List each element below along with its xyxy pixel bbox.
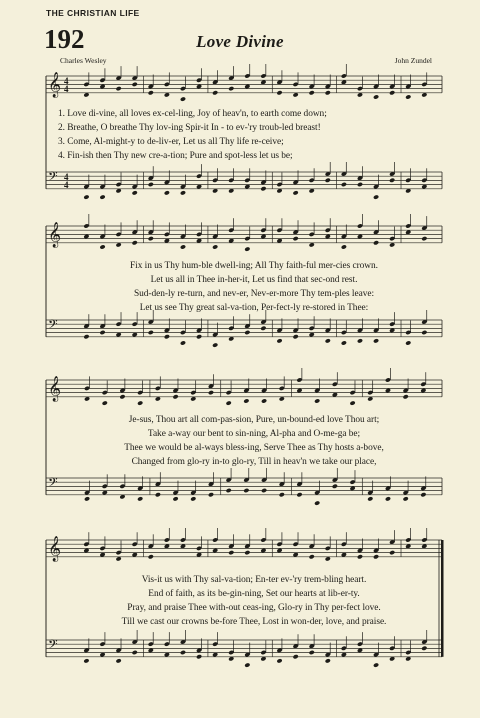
lyric-line: Changed from glo-ry in-to glo-ry, Till in heav'n we take our place,: [131, 457, 377, 467]
note-head: [180, 650, 186, 655]
note-head: [421, 330, 427, 335]
lyric-line: Let us all in Thee in-her-it, Let us find that sec-ond rest.: [150, 275, 358, 285]
lyric-line: 1. Love di-vine, all loves ex-cel-ling, Joy of heav'n, to earth come down;: [58, 109, 327, 119]
treble-clef-icon: 𝄞: [48, 536, 62, 562]
note-head: [325, 90, 331, 95]
note-head: [276, 658, 282, 663]
note-head: [116, 658, 122, 663]
lyric-line: Fix in us Thy hum-ble dwell-ing; All Thy faith-ful mer-cies crown.: [130, 261, 378, 271]
note-head: [148, 90, 154, 95]
note-head: [164, 190, 170, 195]
note-head: [212, 90, 218, 95]
lyric-line: Till we cast our crowns be-fore Thee, Lost in won-der, love, and praise.: [121, 617, 387, 627]
note-head: [196, 334, 202, 339]
note-head: [276, 90, 282, 95]
note-head: [421, 236, 427, 241]
note-head: [208, 390, 214, 395]
note-head: [296, 492, 302, 497]
section-header: THE CHRISTIAN LIFE: [46, 8, 140, 18]
bass-clef-icon: 𝄢: [48, 169, 58, 187]
note-head: [99, 330, 105, 335]
note-head: [244, 550, 250, 555]
note-head: [228, 550, 234, 555]
composer-credit: John Zundel: [394, 56, 432, 65]
note-head: [83, 334, 89, 339]
note-head: [172, 394, 178, 399]
note-head: [132, 650, 138, 655]
treble-clef-icon: 𝄞: [48, 376, 62, 402]
note-head: [180, 190, 186, 195]
note-head: [405, 340, 411, 345]
note-head: [260, 186, 266, 191]
note-head: [341, 340, 347, 345]
note-head: [373, 240, 379, 245]
note-head: [148, 182, 154, 187]
note-head: [244, 662, 250, 667]
note-head: [83, 658, 89, 663]
note-head: [132, 240, 138, 245]
note-head: [132, 82, 138, 87]
note-head: [314, 398, 320, 403]
note-head: [99, 194, 105, 199]
note-head: [325, 338, 331, 343]
lyric-line: Take a-way our bent to sin-ning, Al-pha and O-me-ga be;: [147, 429, 361, 439]
lyric-line: Thee we would be al-ways bless-ing, Serve Thee as Thy hosts a-bove,: [124, 443, 384, 453]
note-head: [148, 554, 154, 559]
note-head: [196, 654, 202, 659]
bass-clef-icon: 𝄢: [48, 637, 58, 655]
note-head: [190, 496, 196, 501]
note-head: [373, 554, 379, 559]
note-head: [421, 646, 427, 651]
note-head: [373, 94, 379, 99]
note-head: [180, 96, 186, 101]
note-head: [148, 330, 154, 335]
note-head: [84, 496, 90, 501]
bass-clef-icon: 𝄢: [48, 475, 58, 493]
note-head: [385, 496, 391, 501]
treble-clef-icon: 𝄞: [48, 72, 62, 98]
note-head: [293, 654, 299, 659]
note-head: [367, 496, 373, 501]
note-head: [389, 550, 395, 555]
note-head: [309, 90, 315, 95]
note-head: [244, 246, 250, 251]
note-head: [99, 244, 105, 249]
note-head: [341, 182, 347, 187]
note-head: [155, 492, 161, 497]
note-head: [293, 190, 299, 195]
time-signature: 4: [64, 180, 69, 190]
hymn-number: 192: [44, 24, 85, 54]
time-signature: 4: [64, 76, 69, 86]
note-head: [403, 496, 409, 501]
lyric-line: Vis-it us with Thy sal-va-tion; En-ter ev-'ry trem-bling heart.: [141, 575, 367, 585]
note-head: [420, 492, 426, 497]
note-head: [261, 488, 267, 493]
note-head: [243, 398, 249, 403]
note-head: [212, 244, 218, 249]
treble-clef-icon: 𝄞: [48, 222, 62, 248]
note-head: [164, 334, 170, 339]
lyricist-credit: Charles Wesley: [60, 56, 107, 65]
lyric-line: 4. Fin-ish then Thy new cre-a-tion; Pure and spot-less let us be;: [58, 151, 293, 161]
note-head: [314, 500, 320, 505]
note-head: [389, 90, 395, 95]
note-head: [137, 496, 143, 501]
note-head: [332, 484, 338, 489]
note-head: [309, 554, 315, 559]
note-head: [373, 338, 379, 343]
hymn-title: Love Divine: [196, 32, 284, 51]
note-head: [341, 244, 347, 249]
note-head: [357, 338, 363, 343]
lyric-line: Sud-den-ly re-turn, and nev-er, Nev-er-more Thy tem-ples leave:: [133, 289, 375, 299]
note-head: [403, 394, 409, 399]
note-head: [357, 182, 363, 187]
note-head: [279, 492, 285, 497]
note-head: [226, 400, 232, 405]
note-head: [132, 190, 138, 195]
note-head: [208, 492, 214, 497]
note-head: [357, 554, 363, 559]
note-head: [180, 340, 186, 345]
note-head: [261, 398, 267, 403]
time-signature: 4: [64, 172, 69, 182]
lyric-line: End of faith, as its be-gin-ning, Set our hearts at lib-er-ty.: [148, 589, 360, 599]
note-head: [293, 236, 299, 241]
note-head: [373, 194, 379, 199]
note-head: [102, 400, 108, 405]
note-head: [180, 244, 186, 249]
time-signature: 4: [64, 84, 69, 94]
note-head: [243, 488, 249, 493]
note-head: [83, 194, 89, 199]
note-head: [389, 178, 395, 183]
note-head: [325, 178, 331, 183]
note-head: [349, 400, 355, 405]
lyric-line: 2. Breathe, O breathe Thy lov-ing Spir-it In - to ev-'ry troub-led breast!: [58, 123, 321, 133]
note-head: [228, 86, 234, 91]
note-head: [325, 658, 331, 663]
lyric-line: 3. Come, Al-might-y to de-liv-er, Let us all Thy life re-ceive;: [58, 137, 284, 147]
note-head: [293, 334, 299, 339]
lyric-line: Je-sus, Thou art all com-pas-sion, Pure, un-bound-ed love Thou art;: [128, 415, 380, 425]
lyric-line: Pray, and praise Thee with-out ceas-ing, Glo-ry in Thy per-fect love.: [127, 603, 381, 613]
note-head: [276, 338, 282, 343]
note-head: [244, 330, 250, 335]
note-head: [148, 236, 154, 241]
note-head: [309, 650, 315, 655]
note-head: [116, 86, 122, 91]
note-head: [137, 400, 143, 405]
bass-clef-icon: 𝄢: [48, 317, 58, 335]
note-head: [373, 662, 379, 667]
note-head: [212, 342, 218, 347]
lyric-line: Let us see Thy great sal-va-tion, Per-fect-ly re-stored in Thee:: [139, 303, 369, 313]
note-head: [260, 326, 266, 331]
note-head: [172, 496, 178, 501]
note-head: [226, 488, 232, 493]
note-head: [119, 394, 125, 399]
note-head: [405, 94, 411, 99]
